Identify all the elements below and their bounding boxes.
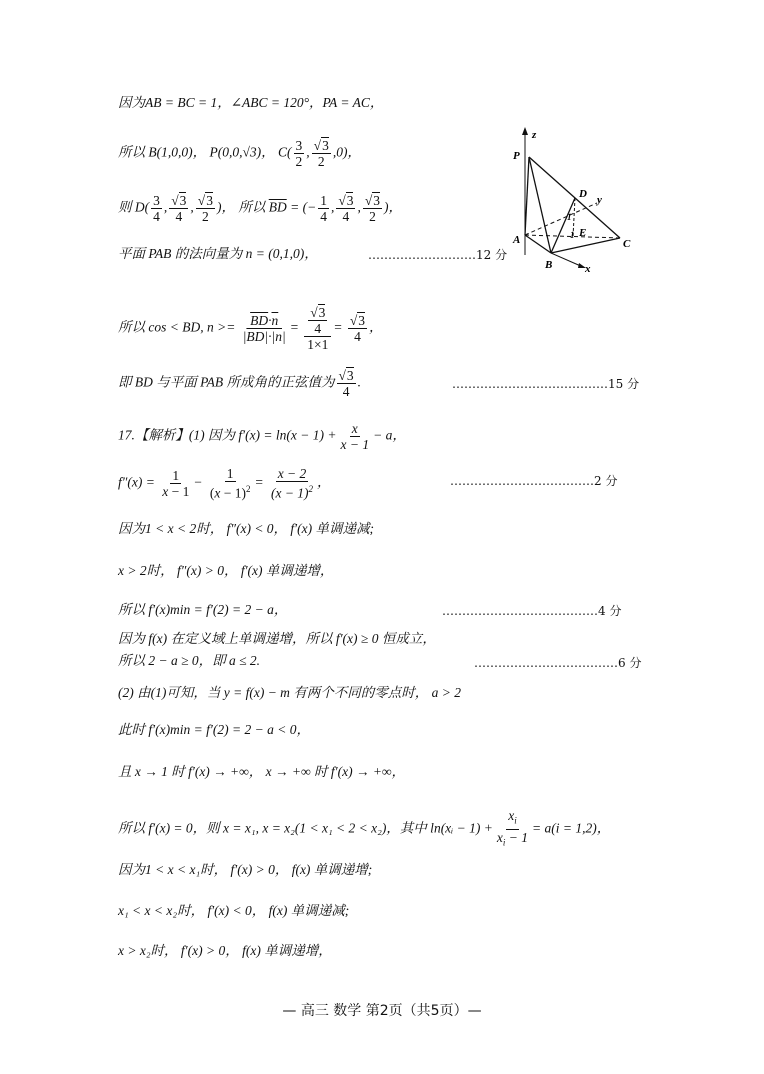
score-15: …………………………………15 分 [452,377,640,391]
line-minimum: 所以 f′(x)min = f′(2) = 2 − a， [118,602,288,617]
line-normal-vector: 平面 PAB 的法向量为 n = (0,1,0)， [118,246,318,261]
zeros-tail: = a(i = 1,2)， [532,820,611,836]
line-interval1: 因为1 < x < x₁时， f′(x) > 0， f(x) 单调递增; [118,862,373,877]
label-c: C [623,238,631,250]
score-6: ………………………………6 分 [474,656,642,670]
line-limits: 且 x → 1 时 f′(x) → +∞， x → +∞ 时 f′(x) → +∞， [118,764,406,779]
line-part2: (2) 由(1)可知，当 y = f(x) − m 有两个不同的零点时， a > 2 [118,685,462,700]
line-a-range: 所以 2 − a ≥ 0，即 a ≤ 2. [118,653,261,668]
line-sine-answer: 即 BD 与平面 PAB 所成角的正弦值为 $\frac{√3}{4}$ . [118,368,362,399]
line-coordinates-b-p-c: 所以 B(1,0,0)， P(0,0,√3)， C( $\frac{3}{2}$ , $\frac{√3}{2}$ ,0)， [118,138,361,169]
label-x: x [585,263,591,275]
score-4: …………………………………4 分 [442,604,622,618]
coord-text: 所以 B(1,0,0)， P(0,0,√3)， C( [118,144,292,160]
label-z: z [532,129,537,141]
p17-tail: − a， [373,427,406,443]
cos-text: 所以 cos < BD, n >= [118,319,236,335]
line-cosine: 所以 cos < BD, n >= $\frac{\overline{BD}\cdot\overline{n}}{|\overline{BD}|\cdot|\overline{n}|}$ = $\frac{\frac{√3}{4}}{1\times 1}$ = $\frac{√3}{4}$ ， [118,305,383,352]
label-b: B [545,259,553,271]
line-part2-min: 此时 f′(x)min = f′(2) = 2 − a < 0， [118,722,310,737]
line-zeros: 所以 f′(x) = 0，则 x = x₁, x = x₂(1 < x₁ < 2 < x₂)，其中 ln(xᵢ − 1) + $\frac{x_i}{x_i - 1}$ = a(i = 1,2)， [118,808,611,848]
score-12: ………………………12 分 [368,248,508,262]
d-text: 则 D( [118,199,150,215]
score-2: ………………………………2 分 [450,474,618,488]
label-e: E [579,227,587,239]
pyramid-figure [505,125,645,275]
line-coordinates-d: 则 D( $\frac{3}{4}$ , $\frac{√3}{4}$ , $\frac{√3}{2}$ )， 所以 $\overline{BD}$ = (− $\frac{1}{4}$ , $\frac{√3}{4}$ , $\frac{√3}{2}$ )， [118,193,403,224]
line-decreasing: 因为1 < x < 2时， f″(x) < 0， f′(x) 单调递减; [118,521,374,536]
line-second-derivative: f″(x) = $\frac{1}{x - 1}$ − $\frac{1}{(x - 1)^2}$ = $\frac{x - 2}{(x - 1)^2}$ ， [118,466,331,501]
line-increasing: x > 2时， f″(x) > 0， f′(x) 单调递增， [118,563,334,578]
p17-text: 17.【解析】(1) 因为 f′(x) = ln(x − 1) + [118,427,337,443]
label-one-b: 1 [570,230,575,240]
label-a: A [513,234,521,246]
line-interval3: x > x₂时， f′(x) > 0， f(x) 单调递增， [118,943,332,958]
line-monotonic-condition: 因为 f(x) 在定义域上单调递增，所以 f′(x) ≥ 0 恒成立， [118,631,436,646]
zeros-text: 所以 f′(x) = 0，则 x = x₁, x = x₂(1 < x₁ < 2 < x₂)，其中 ln(xᵢ − 1) + [118,820,493,836]
f2-text: f″(x) = [118,474,155,490]
page-footer: — 高三 数学 第2页（共5页）— [282,1003,482,1019]
so-text: 所以 [238,199,266,215]
label-one-a: 1 [567,212,572,222]
line-interval2: x₁ < x < x₂时， f′(x) < 0， f(x) 单调递减; [118,903,350,918]
label-d: D [579,188,587,200]
line-17-derivative: 17.【解析】(1) 因为 f′(x) = ln(x − 1) + $\frac{x}{x - 1}$ − a， [118,421,406,452]
label-p: P [513,150,520,162]
line-given: 因为AB = BC = 1，∠ABC = 120°，PA = AC， [118,95,384,110]
sine-text: 即 BD 与平面 PAB 所成角的正弦值为 [118,374,335,390]
label-y: y [597,194,602,206]
